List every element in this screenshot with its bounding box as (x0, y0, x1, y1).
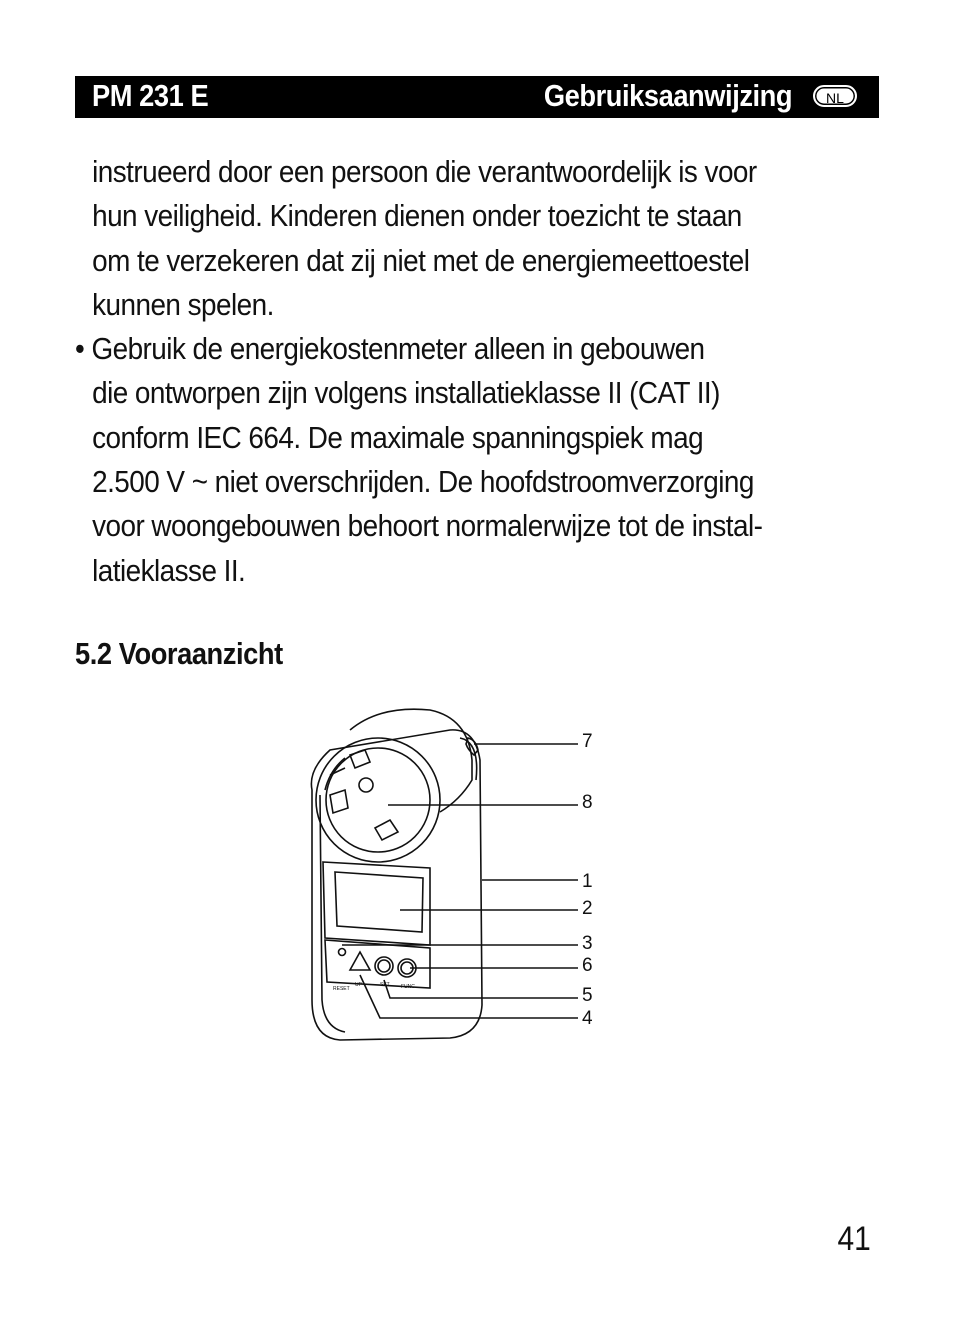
callout-4: 4 (582, 1008, 593, 1029)
body-line: 2.500 V ~ niet overschrijden. De hoofdstroomverzorging (92, 464, 754, 500)
body-line: kunnen spelen. (92, 286, 274, 322)
body-line: latieklasse II. (92, 552, 246, 588)
device-body (311, 730, 482, 1040)
body-text (75, 150, 895, 593)
func-label: FUNC (401, 984, 415, 990)
socket-contact-bottom (375, 820, 398, 840)
reset-label: RESET (333, 986, 350, 992)
device-front-view-figure (290, 700, 620, 1045)
display-window (335, 872, 423, 932)
body-line: voor woongebouwen behoort normalerwijze tot de instal- (92, 508, 763, 544)
page-number: 41 (837, 1220, 871, 1258)
body-line: die ontworpen zijn volgens installatieklasse II (CAT II) (92, 375, 720, 411)
socket-contact-top (350, 750, 370, 768)
callout-7: 7 (582, 731, 593, 752)
callout-5: 5 (582, 985, 593, 1006)
header-bar (75, 76, 879, 118)
body-line: conform IEC 664. De maximale spanningspiek mag (92, 419, 704, 455)
language-badge: NL (813, 85, 857, 107)
callout-3: 3 (582, 933, 593, 954)
socket-inner-ring (326, 748, 430, 852)
callout-6: 6 (582, 955, 593, 976)
set-button-inner (378, 960, 390, 972)
body-line: hun veiligheid. Kinderen dienen onder toezicht te staan (92, 198, 742, 234)
manual-title: Gebruiksaanwijzing (543, 78, 792, 113)
up-button (350, 952, 370, 970)
socket-outer-ring (316, 738, 440, 862)
leader-line-4 (360, 975, 578, 1018)
set-label: SET (380, 982, 390, 988)
body-line: om te verzekeren dat zij niet met de energiemeettoestel (92, 242, 750, 278)
callout-8: 8 (582, 792, 593, 813)
body-line: instrueerd door een persoon die verantwoordelijk is voor (92, 154, 757, 189)
socket-hole-center (359, 778, 373, 792)
socket-contact-left (330, 790, 348, 813)
reset-button (339, 949, 346, 956)
device-illustration (290, 700, 620, 1045)
callout-1: 1 (582, 871, 593, 892)
up-label: UP (355, 982, 362, 988)
model-name: PM 231 E (92, 78, 209, 113)
callout-2: 2 (582, 898, 593, 919)
bullet-line: • Gebruik de energiekostenmeter alleen in gebouwen (75, 331, 705, 367)
section-heading: 5.2 Vooraanzicht (75, 636, 283, 671)
